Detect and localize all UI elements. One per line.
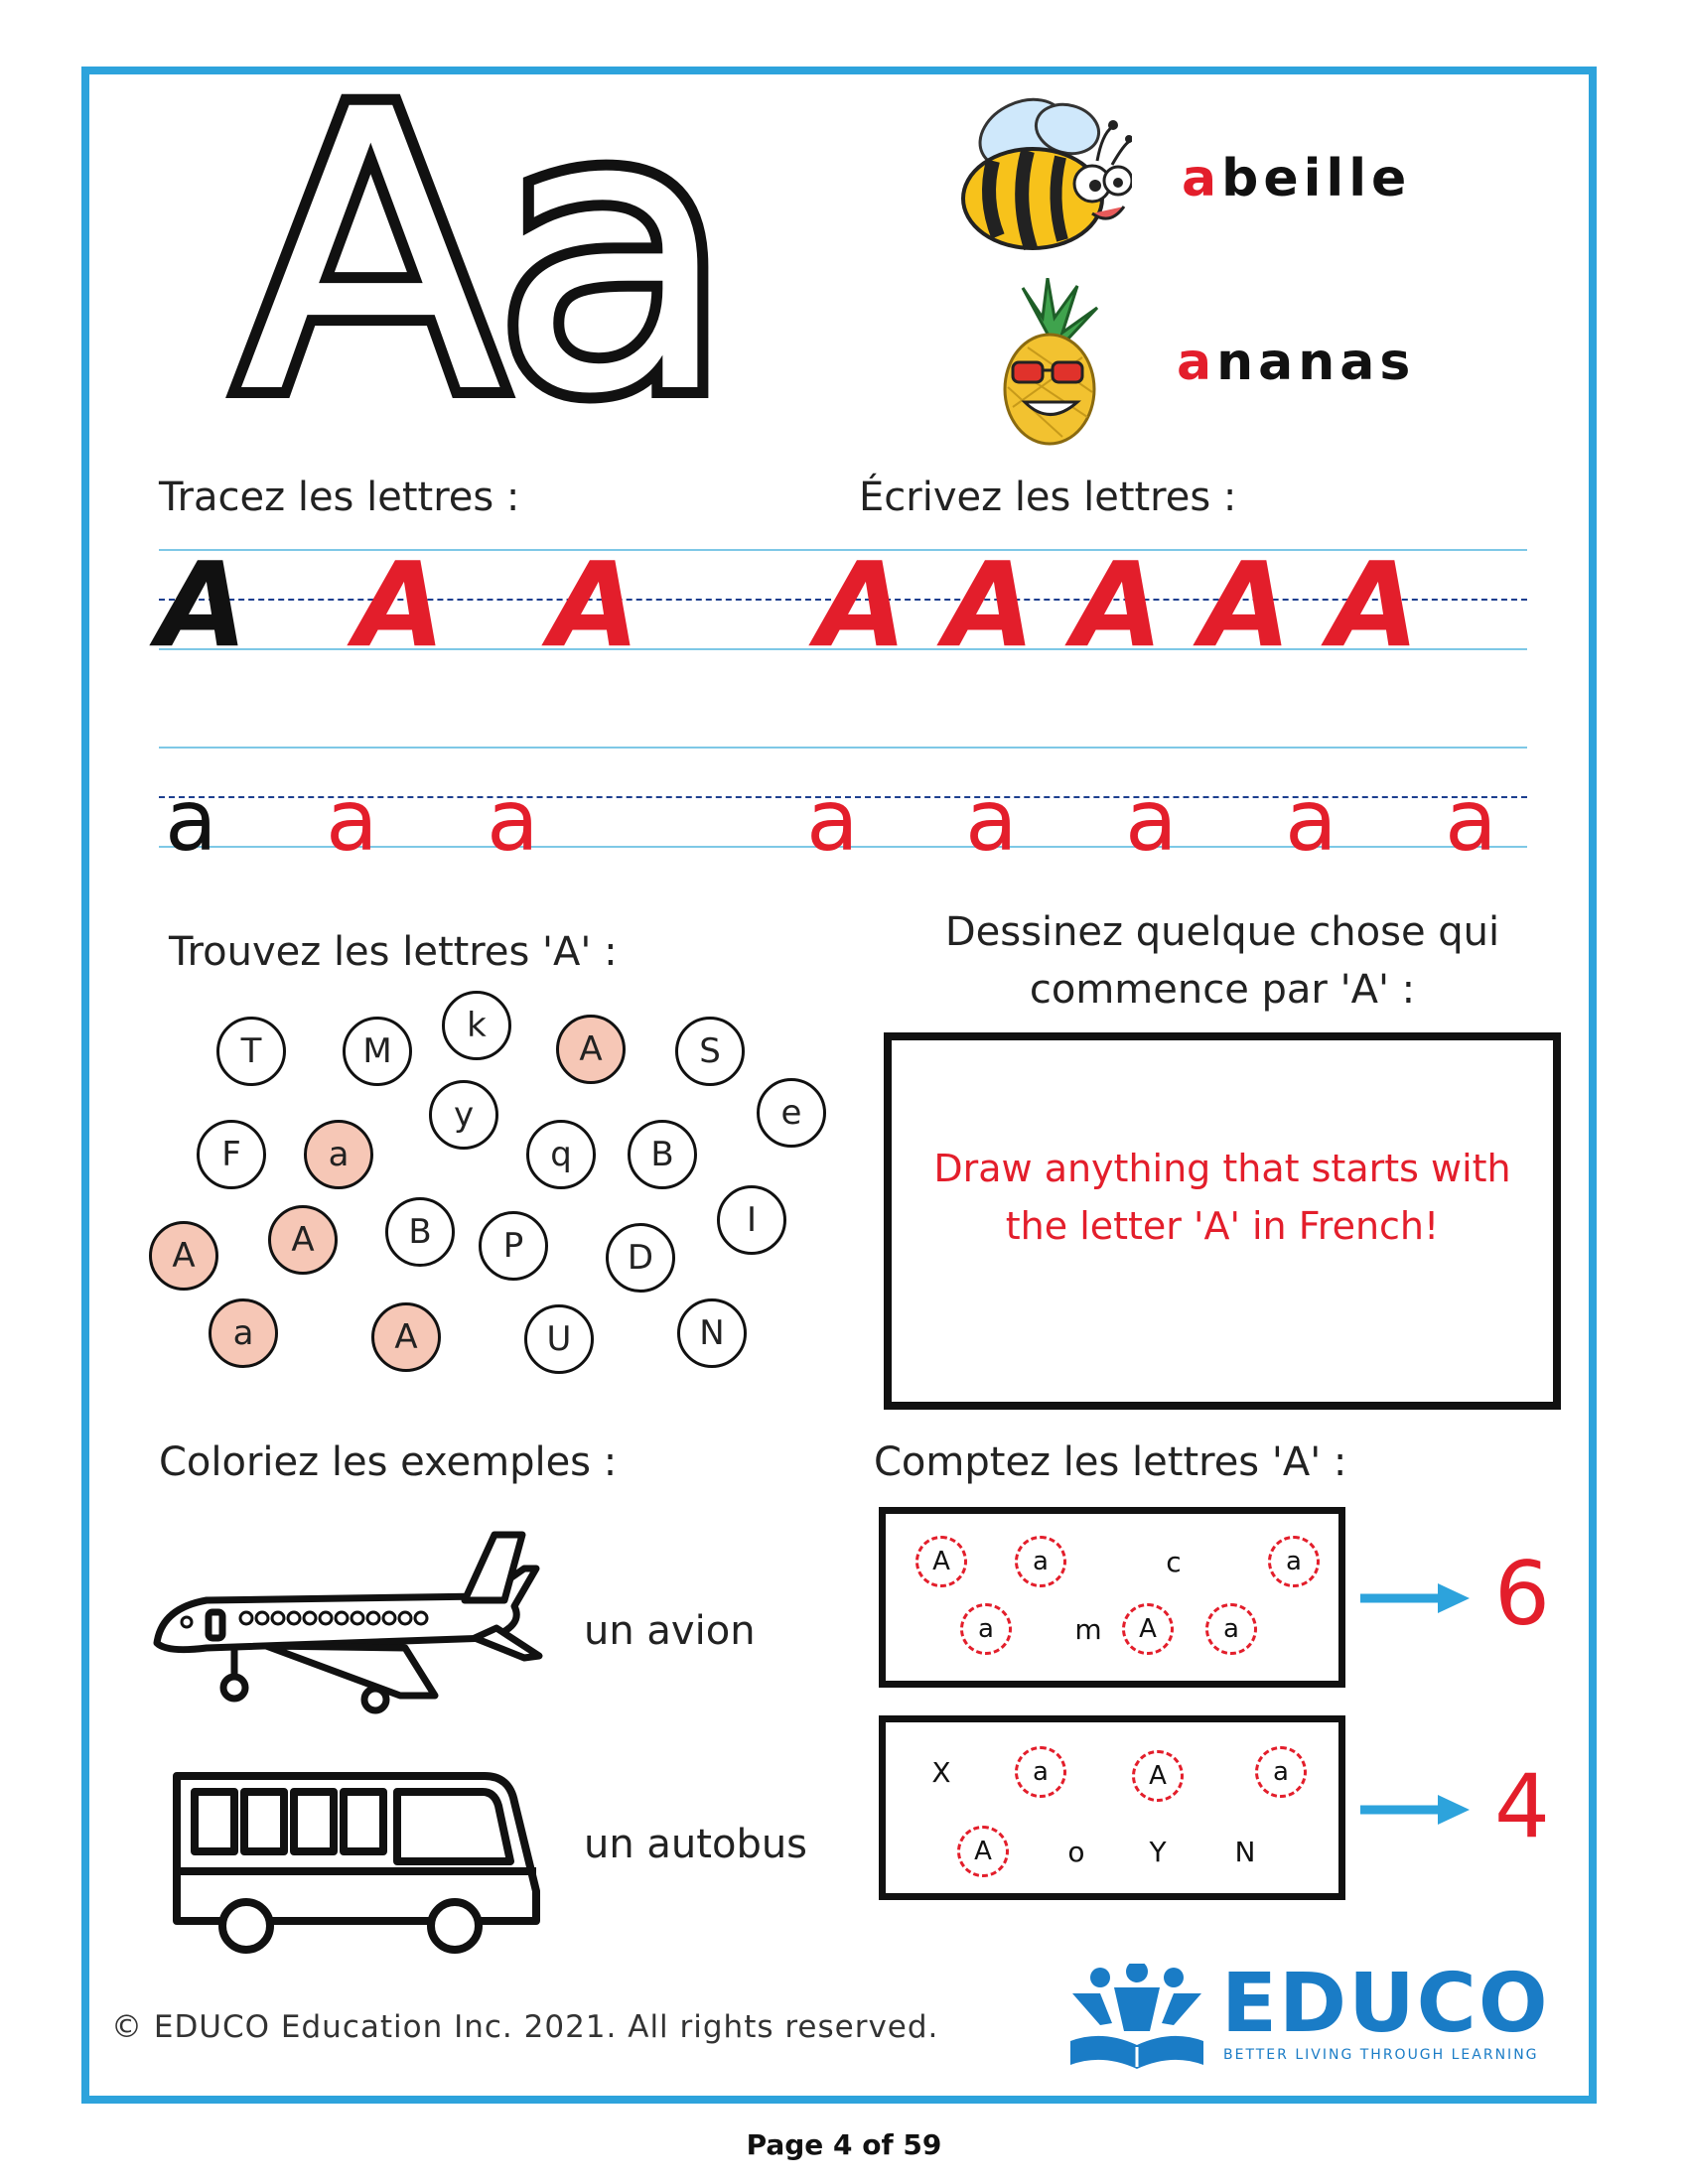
word-first-letter: a — [1177, 333, 1217, 392]
example-label-avion: un avion — [584, 1608, 756, 1654]
arrow-right-icon — [1360, 1795, 1470, 1825]
write-letter: A — [1072, 536, 1164, 673]
count-letter-circled[interactable]: a — [1255, 1746, 1307, 1798]
find-letter-circle-found[interactable]: A — [371, 1302, 441, 1372]
find-letter-circle-found[interactable]: A — [268, 1205, 338, 1275]
count-letter[interactable]: o — [1067, 1835, 1085, 1868]
arrow-right-icon — [1360, 1583, 1470, 1613]
write-letter: A — [1200, 536, 1292, 673]
find-letter-circle[interactable]: S — [675, 1017, 745, 1086]
heading-write: Écrivez les lettres : — [859, 475, 1237, 520]
find-letter-circle-found[interactable]: a — [209, 1298, 278, 1368]
count-letter-circled[interactable]: A — [1122, 1603, 1174, 1655]
find-letter-circle[interactable]: U — [524, 1304, 594, 1374]
write-letter: a — [1445, 771, 1497, 871]
count-box-2 — [879, 1715, 1345, 1900]
find-letter-circle[interactable]: N — [677, 1298, 747, 1368]
write-letter: A — [1329, 536, 1420, 673]
word-ananas — [1177, 333, 1415, 392]
find-letter-circle[interactable]: y — [429, 1080, 498, 1150]
drawing-box[interactable] — [884, 1032, 1561, 1410]
find-letter-circle[interactable]: P — [479, 1211, 548, 1281]
word-rest: nanas — [1216, 333, 1416, 392]
brand-name: EDUCO — [1221, 1957, 1550, 2051]
find-letter-circle-found[interactable]: A — [556, 1015, 626, 1084]
find-letter-circle[interactable]: M — [343, 1017, 412, 1086]
count-letter-circled[interactable]: a — [1015, 1536, 1066, 1587]
count-letter[interactable]: N — [1234, 1835, 1256, 1868]
trace-letter: A — [549, 536, 640, 673]
heading-draw-line1: Dessinez quelque chose qui — [944, 909, 1500, 955]
write-letter: a — [965, 771, 1018, 871]
guide-line — [159, 747, 1527, 749]
count-letter[interactable]: Y — [1149, 1835, 1167, 1868]
count-answer-2: 4 — [1494, 1755, 1550, 1857]
heading-color: Coloriez les exemples : — [159, 1439, 618, 1485]
bee-icon — [953, 89, 1132, 258]
heading-find: Trouvez les lettres 'A' : — [169, 929, 618, 975]
word-rest: beille — [1221, 149, 1412, 208]
word-abeille — [1182, 149, 1411, 208]
count-letter[interactable]: c — [1166, 1545, 1182, 1578]
find-letter-circle[interactable]: T — [216, 1017, 286, 1086]
count-letter-circled[interactable]: a — [1015, 1746, 1066, 1798]
find-letter-circle[interactable]: D — [606, 1223, 675, 1293]
heading-count: Comptez les lettres 'A' : — [874, 1439, 1347, 1485]
trace-letter: A — [157, 536, 248, 673]
pineapple-icon — [993, 278, 1107, 447]
find-letter-circle[interactable]: F — [197, 1120, 266, 1189]
count-letter[interactable]: X — [931, 1755, 951, 1789]
brand-tagline: BETTER LIVING THROUGH LEARNING — [1223, 2047, 1539, 2063]
find-letter-circle-found[interactable]: a — [304, 1120, 373, 1189]
count-letter-circled[interactable]: A — [957, 1826, 1009, 1877]
write-letter: a — [806, 771, 859, 871]
heading-draw-line2: commence par 'A' : — [1029, 967, 1416, 1013]
trace-letter: a — [165, 771, 217, 871]
big-letter-display: Aa — [238, 28, 725, 478]
find-letter-circle[interactable]: B — [628, 1120, 697, 1189]
count-letter-circled[interactable]: A — [915, 1536, 967, 1587]
count-answer-1: 6 — [1494, 1543, 1550, 1645]
find-letter-circle[interactable]: I — [717, 1185, 786, 1255]
find-letter-circle[interactable]: e — [757, 1078, 826, 1148]
write-letter: A — [816, 536, 908, 673]
word-first-letter: a — [1182, 149, 1222, 208]
count-letter-circled[interactable]: a — [1205, 1603, 1257, 1655]
heading-trace: Tracez les lettres : — [159, 475, 520, 520]
bus-icon[interactable] — [167, 1762, 544, 1961]
airplane-icon[interactable] — [147, 1529, 544, 1717]
educo-logo-icon — [1062, 1964, 1211, 2071]
count-box-1 — [879, 1507, 1345, 1688]
trace-letter: A — [354, 536, 446, 673]
write-letter: A — [944, 536, 1036, 673]
find-letter-circle[interactable]: q — [526, 1120, 596, 1189]
write-letter: a — [1125, 771, 1178, 871]
trace-letter: a — [326, 771, 378, 871]
count-letter[interactable]: m — [1074, 1612, 1102, 1646]
copyright-footer: © EDUCO Education Inc. 2021. All rights reserved. — [111, 2009, 939, 2045]
count-letter-circled[interactable]: A — [1132, 1750, 1184, 1802]
educo-logo[interactable] — [1062, 1957, 1550, 2063]
count-letter-circled[interactable]: a — [960, 1603, 1012, 1655]
write-letter: a — [1285, 771, 1337, 871]
find-letter-circle[interactable]: B — [385, 1197, 455, 1267]
example-label-autobus: un autobus — [584, 1822, 808, 1867]
draw-prompt: Draw anything that starts with the letter 'A' in French! — [933, 1147, 1511, 1248]
page-number: Page 4 of 59 — [746, 2128, 942, 2161]
find-letter-circle[interactable]: k — [442, 991, 511, 1060]
count-letter-circled[interactable]: a — [1268, 1536, 1320, 1587]
find-letter-circle-found[interactable]: A — [149, 1221, 218, 1291]
trace-letter: a — [487, 771, 539, 871]
